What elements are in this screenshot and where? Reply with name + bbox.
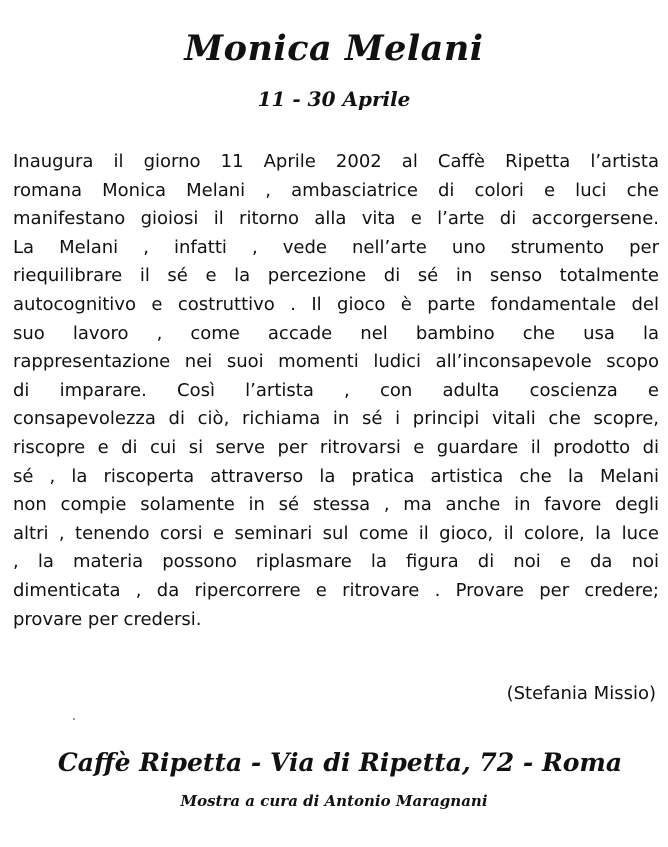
article-line: riscopre e di cui si serve per ritrovarsi e guardare il prodotto di [13, 436, 659, 458]
article-line: La Melani , infatti , vede nell’arte uno strumento per [13, 236, 659, 258]
article-line: , la materia possono riplasmare la figura di noi e da noi [13, 551, 659, 573]
venue-address: Caffè Ripetta - Via di Ripetta, 72 - Roma [57, 748, 623, 777]
article-line: rappresentazione nei suoi momenti ludici all’inconsapevole scopo [13, 351, 659, 373]
article-line: suo lavoro , come accade nel bambino che usa la [13, 322, 659, 344]
article-line: manifestano gioiosi il ritorno alla vita e l’arte di accorgersene. [13, 208, 659, 230]
article-line: riequilibrare il sé e la percezione di sé in senso totalmente [13, 265, 659, 287]
page-title: Monica Melani [184, 28, 484, 69]
author-signature: (Stefania Missio) [506, 683, 656, 704]
stray-dot [73, 718, 75, 720]
article-line: romana Monica Melani , ambasciatrice di colori e luci che [13, 179, 659, 201]
article-body [13, 148, 659, 634]
curator-credit: Mostra a cura di Antonio Maragnani [180, 792, 488, 810]
article-line: dimenticata , da ripercorrere e ritrovare . Provare per credere; [13, 579, 659, 601]
article-line: Inaugura il giorno 11 Aprile 2002 al Caffè Ripetta l’artista [13, 151, 659, 172]
article-line: autocognitivo e costruttivo . Il gioco è parte fondamentale del [13, 293, 659, 315]
article-line: provare per credersi. [13, 608, 202, 630]
article-line: non compie solamente in sé stessa , ma anche in favore degli [13, 494, 659, 516]
exhibition-dates: 11 - 30 Aprile [257, 87, 411, 111]
article-line: sé , la riscoperta attraverso la pratica artistica che la Melani [13, 465, 659, 487]
article-line: altri , tenendo corsi e seminari sul come il gioco, il colore, la luce [13, 522, 659, 544]
article-line: di imparare. Così l’artista , con adulta coscienza e [13, 379, 659, 401]
article-line: consapevolezza di ciò, richiama in sé i principi vitali che scopre, [13, 408, 659, 430]
